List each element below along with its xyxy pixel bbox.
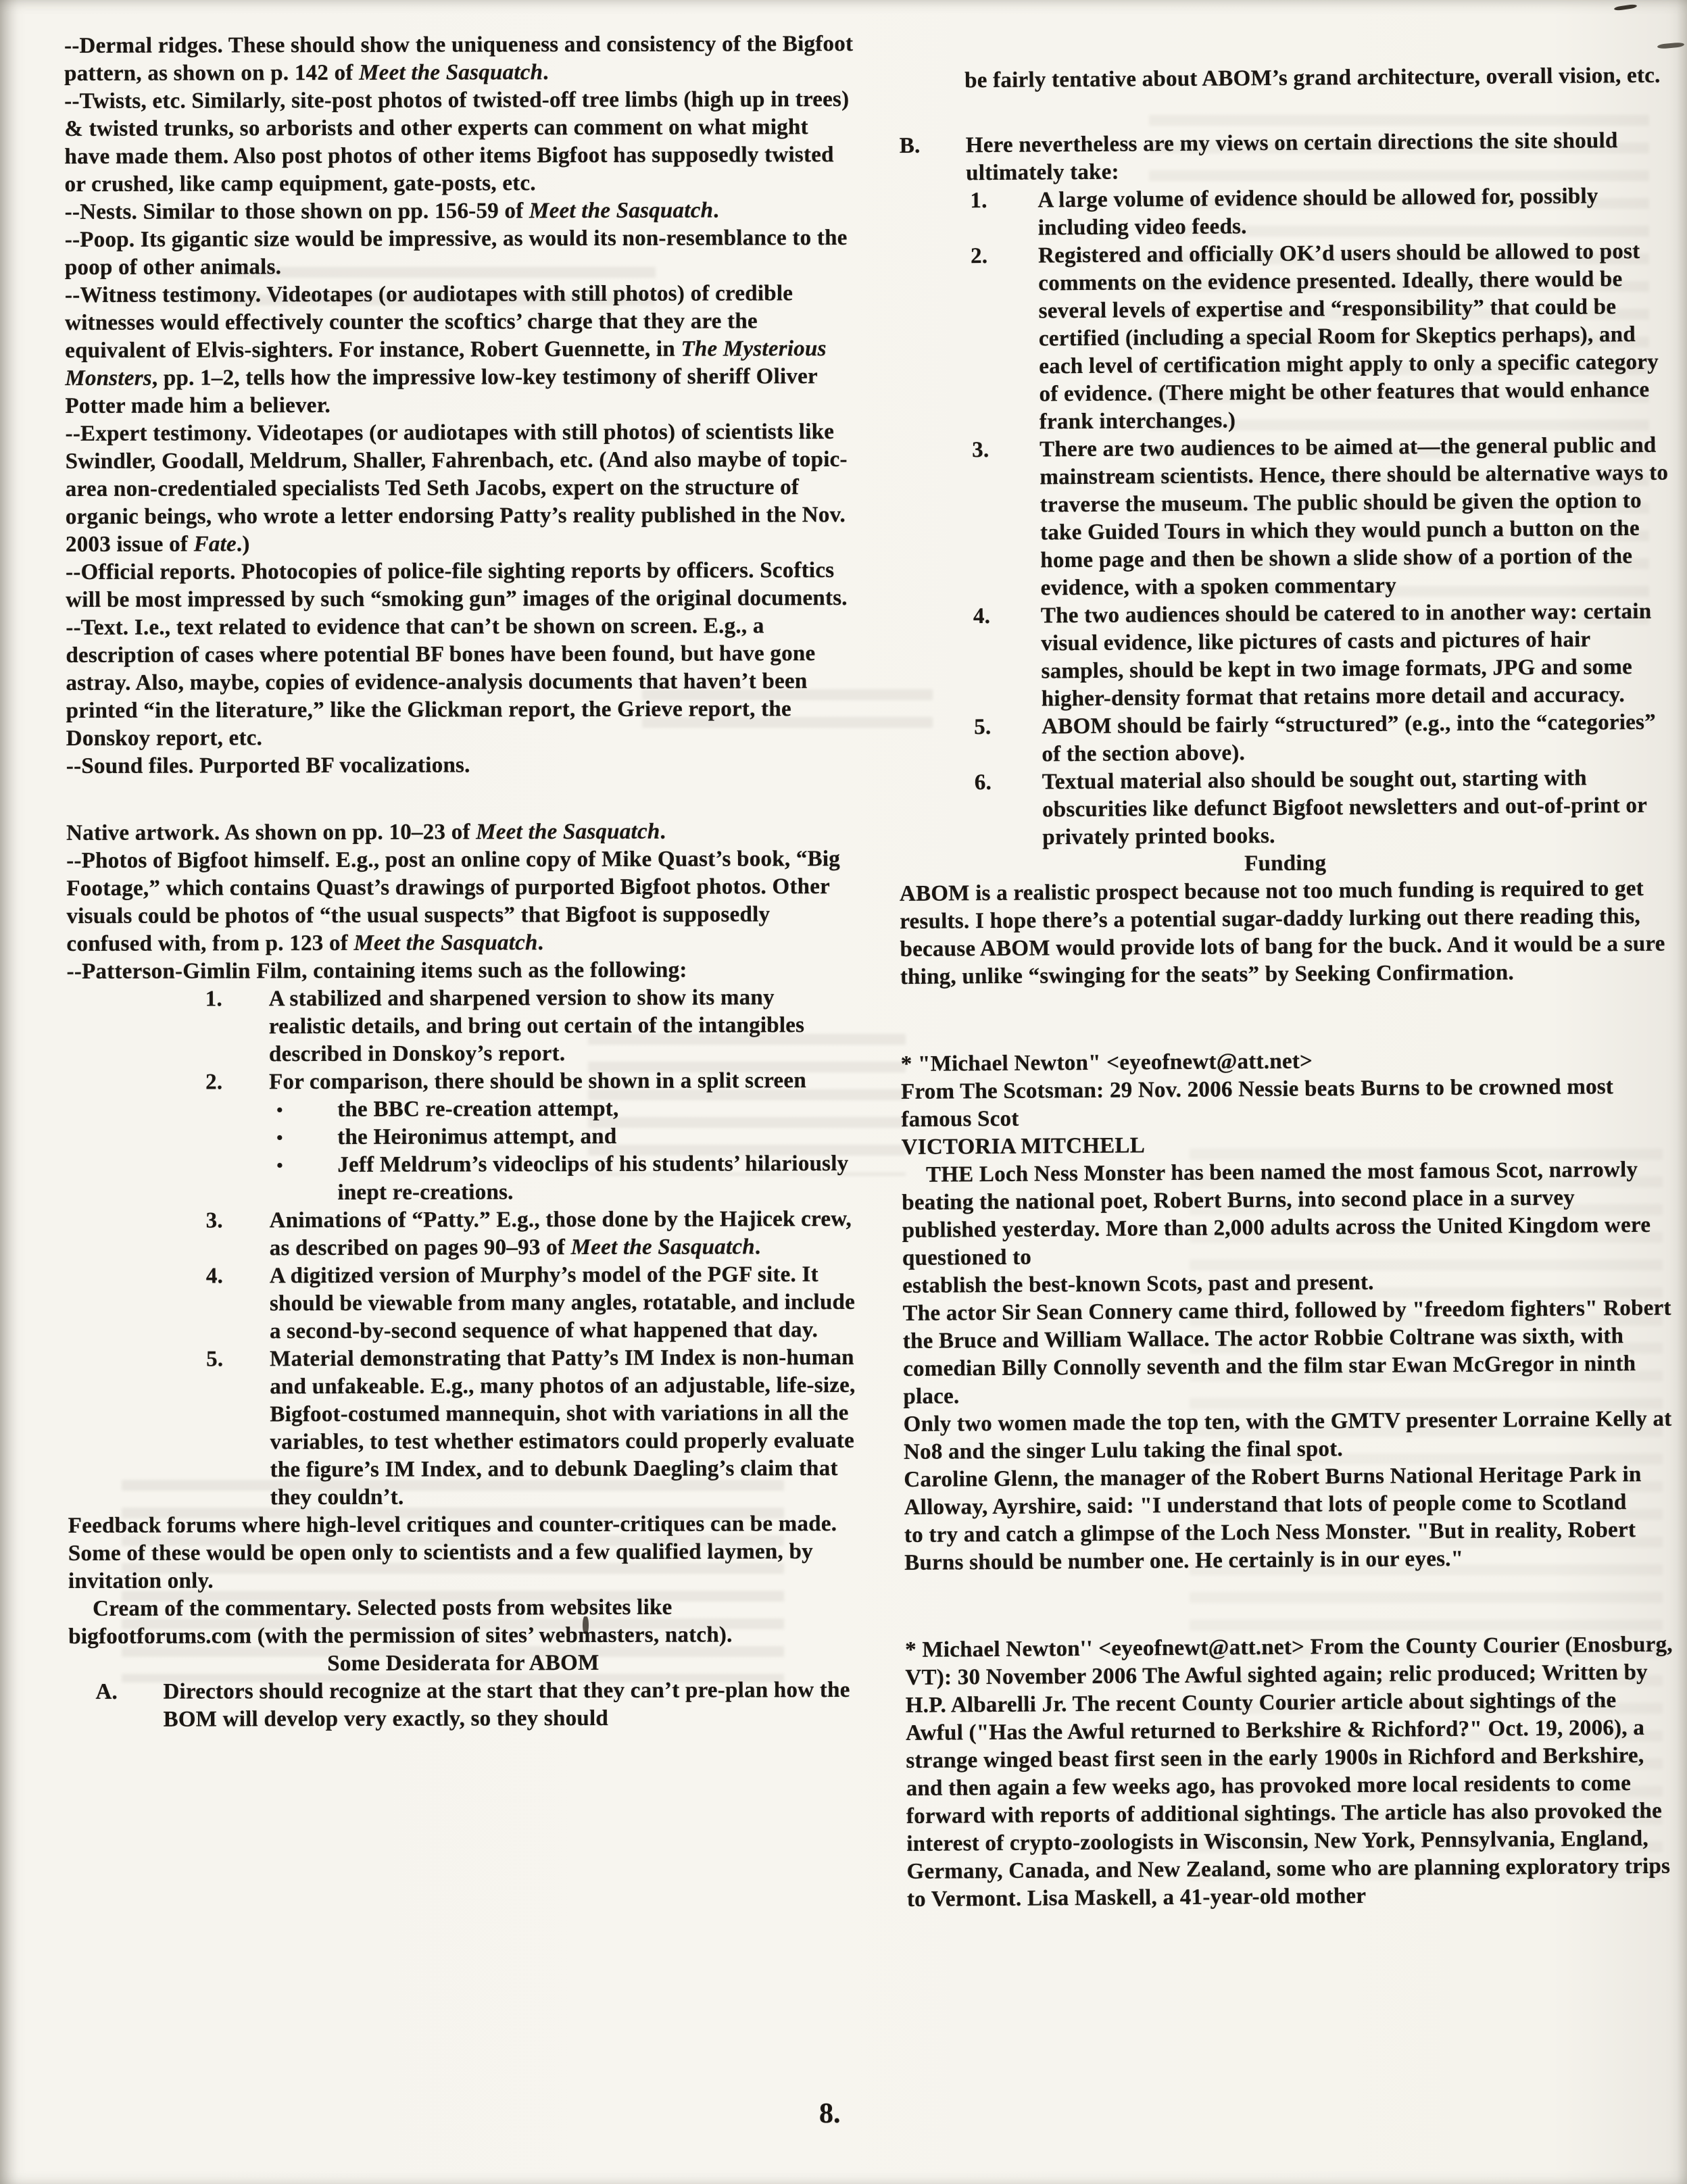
paragraph: [68, 1593, 858, 1651]
paragraph: [964, 62, 1665, 95]
text-run: ABOM should be fairly “structured” (e.g., into the “categories” of the section above).: [1042, 710, 1657, 767]
paragraph: [901, 1073, 1673, 1134]
text-run: .: [660, 819, 666, 844]
text-run: A digitized version of Murphy’s model of the PGF site. It should be viewable from many angles, rotatable, and include a second-by-second sequence of what happened that day.: [269, 1262, 856, 1344]
paragraph: [66, 557, 855, 614]
list-number: 4.: [973, 603, 991, 629]
text-run: --Witness testimony. Videotapes (or audiotapes with still photos) of credible witnesses would effectively counter the scoftics’ charge that they are the equivalent of Elvis-sighters. For instance, Robert Guennette, in: [64, 281, 793, 363]
list-item: [206, 1261, 857, 1346]
text-run: A stabilized and sharpened version to show its many realistic details, and bring out certain of the intangibles described in Donskoy’s report.: [268, 985, 805, 1067]
bullet-item: [276, 1150, 856, 1207]
list-number: 5.: [974, 714, 992, 740]
list-item: [975, 764, 1671, 853]
text-run: Directors should recognize at the start that they can’t pre-plan how the BOM will develop very exactly, so they should: [163, 1677, 850, 1732]
paragraph: [904, 1461, 1676, 1522]
text-run: .: [543, 60, 549, 85]
bullet-marker: •: [276, 1156, 283, 1176]
list-item-text: [1040, 432, 1669, 603]
list-item: [972, 432, 1669, 603]
list-number: 1.: [970, 188, 987, 214]
paragraph: [67, 956, 856, 986]
text-run: Caroline Glenn, the manager of the Robert Burns National Heritage Park in Alloway, Ayrshire, said: "I understand that lots of people come to Scotland: [904, 1462, 1642, 1520]
list-item: [95, 1677, 858, 1734]
text-run: establish the best-known Scots, past and present.: [902, 1270, 1374, 1298]
vertical-gap: [894, 90, 1665, 132]
text-run: ABOM is a realistic prospect because not too much funding is required to get results. I hope there’s a potential sugar-daddy lurking out there reading this, because ABOM would provide lots of bang for the buck. And it would be a sure thing, unlike “swinging for the seats” by Seeking Confirmation.: [899, 876, 1665, 989]
text-run: Funding: [1244, 851, 1327, 876]
page-number: 8.: [819, 2098, 841, 2129]
italic-run: Meet the Sasquatch: [570, 1235, 755, 1260]
text-run: Native artwork. As shown on pp. 10–23 of: [66, 820, 476, 845]
paragraph: [64, 86, 854, 199]
italic-run: Fate: [193, 532, 237, 557]
paragraph: [66, 612, 856, 753]
text-run: Animations of “Patty.” E.g., those done by the Hajicek crew, as described on pages 90–93 of: [269, 1206, 852, 1261]
text-run: Cream of the commentary. Selected posts from websites like bigfootforums.com (with the permission of sites’ webmasters, natch).: [68, 1595, 733, 1649]
text-run: Only two women made the top ten, with the GMTV presenter Lorraine Kelly at No8 and the singer Lulu taking the final spot.: [903, 1406, 1672, 1464]
list-number: 5.: [206, 1347, 224, 1372]
list-number: 1.: [205, 987, 223, 1012]
paragraph: [66, 418, 856, 559]
italic-run: Meet the Sasquatch: [476, 819, 660, 845]
text-run: Feedback forums where high-level critiques and counter-critiques can be made. Some of these would be open only to scientists and a few qualified laymen, by invitation only.: [68, 1512, 837, 1593]
text-run: There are two audiences to be aimed at—the general public and mainstream scientists. Hence, there should be alternative ways to traverse the museum. The public should be given the option to take Guided Tours in which they would punch a button on the home page and then be shown a slide show of a portion of the evidence, with a spoken commentary: [1040, 432, 1669, 601]
paragraph: [904, 1516, 1677, 1577]
list-item-text: [1042, 709, 1671, 769]
list-item-text: [337, 1122, 856, 1151]
text-run: .): [236, 532, 250, 557]
text-run: --Text. I.e., text related to evidence that can’t be shown on screen. E.g., a description of cases where potential BF bones have been found, but have gone astray. Also, maybe, copies of evidence-analysis documents that haven’t been printed “in the literature,” like the Glickman report, the Grieve report, the Donskoy report, etc.: [66, 614, 816, 751]
text-run: .: [537, 930, 544, 956]
paragraph: [900, 875, 1672, 991]
list-item: [970, 182, 1667, 243]
bullet-marker: •: [276, 1100, 283, 1120]
list-item-text: [1041, 598, 1670, 714]
text-run: * Michael Newton'' <eyeofnewt@att.net> From the County Courier (Enosburg, VT): 30 November 2006 The Awful sighted again; relic produced; Written by H.P. Albarelli Jr. The recent County Courier article about sightings of the Awful ("Has the Awful returned to Berkshire & Richford?" Oct. 19, 2006), a strange winged beast first seen in the early 1900s in Richford and Berkshire, and then again a few weeks ago, has provoked more local residents to come forward with reports of additional sightings. The article has also provoked the interest of crypto-zoologists in Wisconsin, New York, Pennsylvania, England, Germany, Canada, and New Zealand, some who are planning exploratory trips to Vermont. Lisa Maskell, a 41-year-old mother: [905, 1632, 1673, 1912]
list-item-text: [270, 1344, 858, 1512]
list-item: [971, 238, 1668, 437]
text-run: A large volume of evidence should be allowed for, possibly including video feeds.: [1037, 184, 1598, 241]
list-number: B.: [899, 133, 921, 158]
list-number: A.: [95, 1679, 118, 1704]
text-run: to try and catch a glimpse of the Loch Ness Monster. "But in reality, Robert Burns should be number one. He certainly is in our eyes.": [904, 1518, 1636, 1575]
text-run: Registered and officially OK’d users should be allowed to post comments on the evidence presented. Ideally, there would be several levels of expertise and “responsibility” that could be certified (including a special Room for Skeptics perhaps), and each level of certification might apply to only a specific category of evidence. (There might be other features that would enhance frank interchanges.): [1037, 239, 1659, 435]
paragraph: [902, 1156, 1674, 1272]
text-run: VICTORIA MITCHELL: [901, 1133, 1146, 1160]
paragraph: [64, 30, 854, 88]
text-run: Textual material also should be sought out, starting with obscurities like defunct Bigfoot newsletters and out-of-print or privately printed books.: [1042, 766, 1647, 850]
text-run: For comparison, there should be shown in a split screen: [269, 1068, 806, 1095]
text-run: The two audiences should be catered to in another way: certain visual evidence, like pictures of casts and pictures of hair samples, should be kept in two image formats, JPG and some higher-density format that retains more detail and accuracy.: [1040, 599, 1652, 712]
scan-speck: [1657, 42, 1684, 49]
italic-run: Meet the Sasquatch: [359, 60, 543, 85]
list-item-text: [966, 127, 1667, 188]
right-column: [894, 62, 1679, 1914]
vertical-gap: [66, 778, 856, 820]
text-run: the Heironimus attempt, and: [337, 1124, 617, 1149]
text-run: --Poop. Its gigantic size would be impressive, as would its non-resemblance to the poop of other animals.: [64, 225, 848, 280]
bullet-item: [276, 1122, 856, 1151]
paragraph: [905, 1631, 1679, 1914]
text-run: be fairly tentative about ABOM’s grand architecture, overall vision, etc.: [964, 63, 1661, 93]
paragraph: [65, 280, 855, 420]
text-run: --Patterson-Gimlin Film, containing items such as the following:: [66, 958, 687, 984]
text-run: the BBC re-creation attempt,: [337, 1096, 619, 1122]
text-run: Jeff Meldrum’s videoclips of his students’ hilariously inept re-creations.: [337, 1151, 849, 1205]
list-item-text: [337, 1150, 856, 1207]
text-run: The actor Sir Sean Connery came third, followed by "freedom fighters" Robert the Bruce and William Wallace. The actor Robbie Coltrane was sixth, with comedian Billy Connolly seventh and the film star Ewan McGregor in ninth place.: [902, 1295, 1671, 1409]
list-number: 2.: [970, 243, 988, 269]
text-run: From The Scotsman: 29 Nov. 2006 Nessie beats Burns to be crowned most famous Scot: [900, 1074, 1614, 1132]
list-item-text: [163, 1677, 858, 1734]
text-run: Some Desiderata for ABOM: [327, 1650, 600, 1676]
vertical-gap: [904, 1572, 1677, 1637]
paragraph: [65, 224, 854, 282]
list-item-text: [1037, 182, 1667, 243]
list-item: [205, 1067, 856, 1097]
text-run: * "Michael Newton" <eyeofnewt@att.net>: [900, 1049, 1313, 1076]
list-item-text: [270, 1261, 857, 1345]
paragraph: [66, 751, 856, 780]
list-item-text: [270, 1206, 857, 1262]
list-number: 4.: [205, 1264, 224, 1289]
text-run: Here nevertheless are my views on certain directions the site should ultimately take:: [965, 128, 1618, 186]
paragraph: [904, 1406, 1676, 1466]
text-run: --Twists, etc. Similarly, site-post photos of twisted-off tree limbs (high up in trees) & twisted trunks, so arborists and other experts can comment on what might have made them. Also post photos of other items Bigfoot has supposedly twisted or crushed, like camp equipment, gate-posts, etc.: [64, 86, 850, 197]
text-run: --Sound files. Purported BF vocalizations.: [66, 753, 470, 778]
list-item: [900, 127, 1667, 188]
text-run: --Official reports. Photocopies of police-file sighting reports by officers. Scoftics will be most impressed by such “smoking gun” images of the original documents.: [66, 558, 848, 612]
text-run: .: [713, 198, 719, 223]
left-column: [64, 30, 858, 1734]
paragraph: [66, 845, 856, 958]
list-number: 6.: [974, 770, 992, 795]
italic-run: Meet the Sasquatch: [529, 198, 714, 224]
paragraph: [66, 818, 856, 847]
scan-speck: [1614, 4, 1638, 11]
list-item-text: [337, 1095, 856, 1124]
list-item-text: [269, 1067, 856, 1096]
list-item-text: [1042, 764, 1671, 852]
text-run: , pp. 1–2, tells how the impressive low-key testimony of sheriff Oliver Potter made him a believer.: [65, 364, 818, 418]
text-run: Material demonstrating that Patty’s IM Index is non-human and unfakeable. E.g., many photos of an adjustable, life-size, Bigfoot-costumed mannequin, shot with variations in all the variables, to test whether estimators could properly evaluate the figure’s IM Index, and to debunk Daegling’s claim that they couldn’t.: [270, 1345, 856, 1510]
list-item: [974, 709, 1671, 770]
list-number: 2.: [205, 1070, 223, 1095]
text-run: --Dermal ridges. These should show the uniqueness and consistency of the Bigfoot pattern, as shown on p. 142 of: [64, 31, 854, 86]
list-item-text: [1038, 238, 1668, 437]
text-run: --Expert testimony. Videotapes (or audiotapes with still photos) of scientists like Swindler, Goodall, Meldrum, Shaller, Fahrenbach, etc. (And also maybe of topic-area non-credentialed specialists Ted Seth Jacobs, expert on the structure of organic beings, who wrote a letter endorsing Patty’s reality published in the Nov. 2003 issue of: [65, 420, 848, 557]
section-heading: [68, 1649, 858, 1679]
paragraph: [65, 197, 854, 226]
text-run: --Photos of Bigfoot himself. E.g., post an online copy of Mike Quast’s book, “Big Footage,” which contains Quast’s drawings of purported Bigfoot photos. Other visuals could be photos of “the usual suspects” that Bigfoot is supposedly confused with, from p. 123 of: [66, 846, 841, 956]
bullet-marker: •: [276, 1128, 283, 1148]
text-run: .: [754, 1235, 761, 1260]
list-item-text: [269, 984, 856, 1068]
list-number: 3.: [205, 1208, 223, 1233]
list-item: [973, 598, 1670, 714]
italic-run: The Mysterious Monsters: [65, 337, 827, 391]
text-run: --Nests. Similar to those shown on pp. 156-59 of: [64, 199, 530, 224]
vertical-gap: [900, 986, 1673, 1051]
paragraph: [902, 1295, 1675, 1411]
list-item: [206, 1206, 857, 1263]
list-number: 3.: [972, 437, 989, 463]
text-run: THE Loch Ness Monster has been named the most famous Scot, narrowly beating the national poet, Robert Burns, into second place in a survey published yesterday. More than 2,000 adults across the United Kingdom were questioned to: [902, 1157, 1651, 1270]
bullet-item: [276, 1095, 856, 1124]
list-item: [205, 984, 856, 1069]
list-item: [206, 1344, 858, 1512]
italic-run: Meet the Sasquatch: [353, 930, 538, 956]
paragraph: [68, 1510, 858, 1595]
